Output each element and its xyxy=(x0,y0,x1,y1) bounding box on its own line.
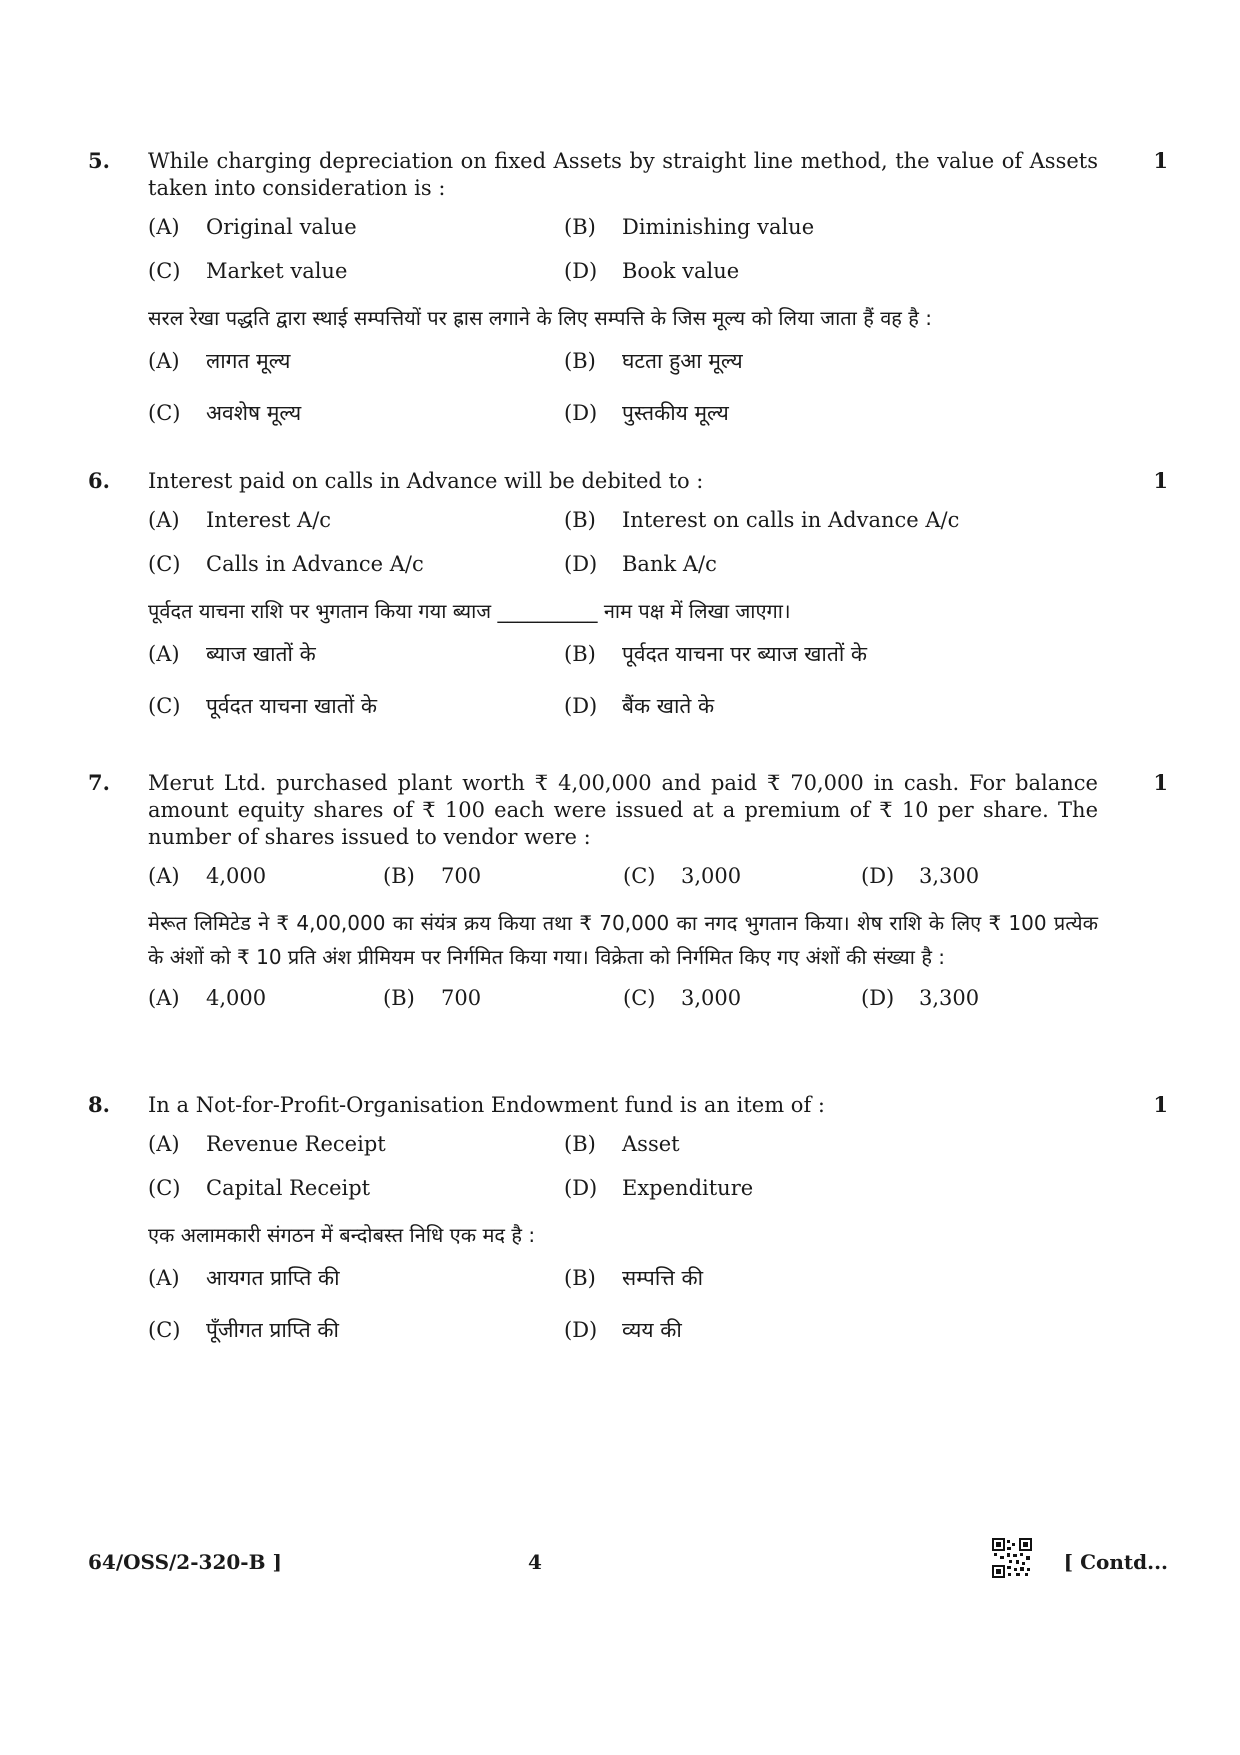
option-c: (C) Market value xyxy=(148,259,348,283)
option-d: (D) Expenditure xyxy=(564,1176,754,1200)
hindi-question-text: मेरूत लिमिटेड ने ₹ 4,00,000 का संयंत्र क्रय किया तथा ₹ 70,000 का नगद भुगतान किया। शेष राशि के लिए ₹ 100 प्रत्येक के अंशों को ₹ 10 प्रति अंश प्रीमियम पर निर्गमित किया गया। विक्रेता को निर्गमित किए गए अंशों की संख्या है : xyxy=(148,911,1098,969)
hindi-question-text: एक अलामकारी संगठन में बन्दोबस्त निधि एक मद है : xyxy=(148,1223,536,1247)
hindi-option-b: (B) घटता हुआ मूल्य xyxy=(564,349,743,373)
question-5 xyxy=(88,148,1168,451)
hindi-option-c: (C) पूर्वदत याचना खातों के xyxy=(148,694,377,718)
continued-label: [ Contd... xyxy=(1063,1550,1168,1574)
question-7 xyxy=(88,770,1168,1030)
qr-code-icon xyxy=(992,1538,1032,1583)
question-text: Interest paid on calls in Advance will be debited to : xyxy=(148,469,704,493)
question-number: 8. xyxy=(88,1092,110,1117)
paper-code: 64/OSS/2-320-B ] xyxy=(88,1550,282,1574)
question-marks: 1 xyxy=(1153,468,1168,493)
option-b: (B) Asset xyxy=(564,1132,680,1156)
hindi-option-d: (D) पुस्तकीय मूल्य xyxy=(564,401,729,425)
hindi-option-c: (C) 3,000 xyxy=(623,986,742,1010)
option-c: (C) 3,000 xyxy=(623,864,742,888)
question-marks: 1 xyxy=(1153,148,1168,173)
hindi-option-d: (D) बैंक खाते के xyxy=(564,694,715,718)
hindi-option-a: (A) आयगत प्राप्ति की xyxy=(148,1266,340,1290)
hindi-option-d: (D) व्यय की xyxy=(564,1318,682,1342)
hindi-question-text: सरल रेखा पद्धति द्वारा स्थाई सम्पत्तियों पर ह्रास लगाने के लिए सम्पत्ति के जिस मूल्य को लिया जाता हैं वह है : xyxy=(148,306,933,330)
option-a: (A) 4,000 xyxy=(148,864,267,888)
question-marks: 1 xyxy=(1153,770,1168,795)
hindi-option-c: (C) पूँजीगत प्राप्ति की xyxy=(148,1318,339,1342)
option-b: (B) Interest on calls in Advance A/c xyxy=(564,508,960,532)
hindi-option-a: (A) ब्याज खातों के xyxy=(148,642,316,666)
option-d: (D) Bank A/c xyxy=(564,552,717,576)
hindi-question-text: पूर्वदत याचना राशि पर भुगतान किया गया ब्याज __________ नाम पक्ष में लिखा जाएगा। xyxy=(148,599,791,623)
question-number: 5. xyxy=(88,148,110,173)
option-c: (C) Capital Receipt xyxy=(148,1176,371,1200)
question-text: While charging depreciation on fixed Assets by straight line method, the value of Assets taken into consideration is : xyxy=(148,149,1098,200)
option-a: (A) Original value xyxy=(148,215,357,239)
page-number: 4 xyxy=(528,1550,542,1574)
option-d: (D) 3,300 xyxy=(861,864,980,888)
page-footer xyxy=(88,1550,1168,1590)
option-a: (A) Interest A/c xyxy=(148,508,332,532)
hindi-option-a: (A) 4,000 xyxy=(148,986,267,1010)
option-b: (B) 700 xyxy=(383,864,482,888)
hindi-option-a: (A) लागत मूल्य xyxy=(148,349,291,373)
question-number: 6. xyxy=(88,468,110,493)
question-number: 7. xyxy=(88,770,110,795)
hindi-option-b: (B) 700 xyxy=(383,986,482,1010)
hindi-option-b: (B) सम्पत्ति की xyxy=(564,1266,704,1290)
question-6 xyxy=(88,468,1168,744)
hindi-option-d: (D) 3,300 xyxy=(861,986,980,1010)
question-text: Merut Ltd. purchased plant worth ₹ 4,00,000 and paid ₹ 70,000 in cash. For balance amount equity shares of ₹ 100 each were issued at a premium of ₹ 10 per share. The number of shares issued to vendor were : xyxy=(148,771,1098,849)
option-c: (C) Calls in Advance A/c xyxy=(148,552,424,576)
hindi-option-c: (C) अवशेष मूल्य xyxy=(148,401,302,425)
question-text: In a Not-for-Profit-Organisation Endowment fund is an item of : xyxy=(148,1093,825,1117)
option-a: (A) Revenue Receipt xyxy=(148,1132,386,1156)
option-b: (B) Diminishing value xyxy=(564,215,815,239)
option-d: (D) Book value xyxy=(564,259,740,283)
question-8 xyxy=(88,1092,1168,1368)
question-marks: 1 xyxy=(1153,1092,1168,1117)
hindi-option-b: (B) पूर्वदत याचना पर ब्याज खातों के xyxy=(564,642,868,666)
